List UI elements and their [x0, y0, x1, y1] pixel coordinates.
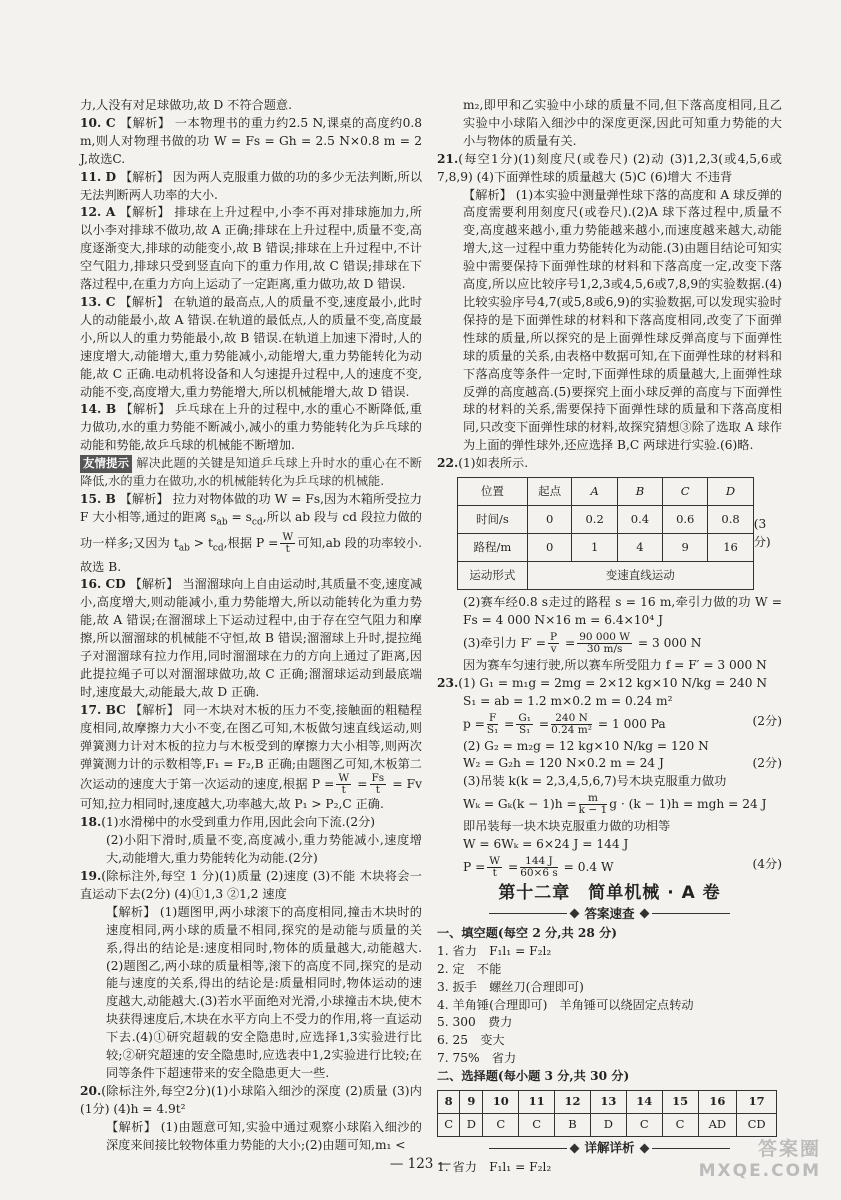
table-cell: 13 [590, 1091, 626, 1114]
fraction [579, 793, 608, 816]
item-text: g · (k − 1)h = mgh = 24 J [609, 797, 767, 812]
table-cell: D [708, 478, 753, 506]
item-text: = 0.4 W [559, 860, 614, 875]
fraction-numerator: W [489, 855, 501, 868]
table-cell: B [617, 478, 662, 506]
fill-answer: 3. 扳手 螺丝刀(合理即可) [437, 979, 584, 994]
fraction [487, 856, 502, 879]
table-cell: 0.6 [663, 506, 708, 534]
table-cell: C [662, 1114, 698, 1137]
item-text: = 1 000 Pa [593, 716, 666, 731]
fraction [548, 632, 559, 655]
formula-body [463, 713, 666, 736]
page-number: — 123 — [389, 1156, 452, 1172]
table-cell: 17 [737, 1091, 777, 1114]
table-cell: 14 [626, 1091, 662, 1114]
table-cell: C [483, 1114, 519, 1137]
item-text: (1)如表所示. [458, 456, 529, 471]
item-text: (除标注外,每空 1 分)(1)质量 (2)速度 (3)不能 木块将会一直运动下去(2分) (4)①1,3 ②1,2 速度 [80, 869, 422, 901]
table-cell: 0.4 [617, 506, 662, 534]
item-text: = [500, 716, 515, 731]
answer-item [80, 702, 422, 815]
fraction-numerator: W [338, 772, 350, 785]
table-cell: 10 [483, 1091, 519, 1114]
table-cell: C [626, 1114, 662, 1137]
item-number: 16. CD [80, 577, 126, 592]
item-number: 14. B [80, 402, 117, 417]
item-text: m₂,即甲和乙实验中小球的质量不同,但下落高度相同,且乙实验中小球陷入细沙中的深度更深,因此可知重力势能的大小与物体的质量有关. [463, 98, 782, 148]
fraction [516, 713, 533, 736]
table-wrap [437, 473, 782, 594]
table-cell: 0.2 [572, 506, 617, 534]
table-cell: 路程/m [458, 534, 528, 562]
item-text: (3)吊装 k(k = 2,3,4,5,6,7)号木块克服重力做功 [463, 774, 727, 789]
fraction-numerator: 144 J [520, 856, 558, 868]
fill-answer: 5. 300 费力 [437, 1015, 513, 1030]
fraction-denominator: t [375, 784, 380, 797]
item-text: ,根据 P = [223, 536, 279, 551]
table-cell: 时间/s [458, 506, 528, 534]
item-text: 【解析】 因为两人克服重力做的功的多少无法判断,所以无法判断两人功率的大小. [80, 169, 423, 202]
item-text: 【解析】 拉力对物体做的功 W = Fs,因为木箱所受拉力 F 大小相等,通过的距离 s [80, 491, 423, 524]
answer-item [80, 115, 422, 169]
answer-table [437, 1090, 777, 1137]
table-cell: 8 [438, 1091, 460, 1114]
item-number: 17. BC [80, 702, 126, 717]
right-column [437, 97, 782, 1177]
item-text: W₂ = G₂h = 120 N×0.2 m = 24 J [463, 756, 664, 771]
table-cell: 9 [460, 1091, 483, 1114]
table-cell: D [590, 1114, 626, 1137]
item-text: > t [189, 536, 213, 551]
answer-item [80, 204, 422, 294]
item-text: 【解析】 排球在上升过程中,小李不再对排球施加力,所以小李对排球不做功,故 A 正确;排球在上升过程中,质量不变,高度逐渐变大,排球的动能变小,故 B 错误;排球在上升过程中,不计空气阻力,排球只受到竖直向下的重力作用,故 C 错误;排球在下落过程中,在重力方向上运动了一定距离,重力做功,故 D 错误. [80, 205, 423, 292]
chapter-title: 第十二章 简单机械 · A 卷 [498, 883, 721, 904]
diamond-icon [639, 909, 649, 919]
detail-banner-text: 详解详析 [584, 1140, 635, 1156]
item-text: 力,人没有对足球做功,故 D 不符合题意. [80, 98, 292, 112]
fraction-numerator: m [579, 793, 608, 805]
formula-body [463, 856, 614, 879]
item-text: = [561, 635, 576, 650]
table-cell: 4 [617, 534, 662, 562]
left-column [80, 97, 422, 1155]
item-number: 10. C [80, 115, 116, 130]
item-number: 20. [80, 1083, 102, 1098]
fill-answer: 6. 25 变大 [437, 1033, 505, 1048]
item-text: 【解析】 当溜溜球向上自由运动时,其质量不变,速度减小,高度增大,则动能减小,重力势能增大,所以动能转化为重力势能,故 A 错误;在溜溜球上下运动过程中,由于存在空气阻力和摩擦,所以溜溜球的机械能不守恒,故 B 错误;溜溜球上升时,提拉绳子对溜溜球有拉力作用,同时溜溜球在力的方向上通过了距离,因此提拉绳子可以对溜溜球做功,故 C 正确;溜溜球运动到最底端时,速度最大,动能最大,故 D 正确. [80, 577, 423, 699]
item-number: 15. B [80, 491, 116, 506]
table-cell: 位置 [458, 478, 528, 506]
item-text: 【解析】 一本物理书的重力约2.5 N,课桌的高度约0.8 m,则人对物理书做的功 W = Fs = Gh = 2.5 N×0.8 m = 2 J,故选C. [80, 115, 422, 166]
table-cell: 1 [572, 534, 617, 562]
points-label: (2分) [752, 756, 782, 771]
table-cell: 0 [527, 534, 572, 562]
fill-answer: 1. 省力 F₁l₁ = F₂l₂ [437, 943, 552, 958]
answer-item [80, 576, 422, 701]
table-cell: 起点 [527, 478, 572, 506]
table-row [458, 534, 754, 562]
watermark-url: MXQE.COM [698, 1161, 821, 1181]
answer-item [80, 868, 422, 904]
subscript: ab [178, 543, 190, 554]
fill-answer: 二、选择题(每小题 3 分,共 30 分) [437, 1069, 630, 1084]
item-text: = [504, 860, 519, 875]
item-text: p = [463, 716, 485, 731]
item-text: 【解析】 同一木块对木板的压力不变,接触面的粗糙程度相同,故摩擦力大小不变,在图乙可知,木板做匀速直线运动,则弹簧测力计对木板的拉力与木板受到的摩擦力大小相等,则两次弹簧测力计的示数相等,F₁ = F₂,B 正确;由题图乙可知,木板第二次运动的速度大于第一次运动的速度,根据 P = [80, 702, 422, 792]
item-number: 23. [437, 675, 459, 690]
fraction [520, 856, 558, 879]
fraction-denominator: 0.24 m² [551, 723, 592, 736]
item-text: W = 6Wₖ = 6×24 J = 144 J [463, 837, 629, 852]
fraction-numerator: P [550, 630, 558, 643]
diamond-icon [570, 909, 580, 919]
fraction-denominator: 60×6 s [520, 867, 558, 880]
diamond-icon [570, 1143, 580, 1153]
table-cell: 16 [708, 534, 753, 562]
points-label: (3分) [753, 516, 771, 549]
fraction [370, 773, 387, 796]
table-row [438, 1091, 777, 1114]
answer-item [80, 294, 422, 401]
table-cell: D [460, 1114, 483, 1137]
subscript: cd [212, 543, 224, 554]
item-text: 即吊装每一块木块克服重力做的功相等 [463, 819, 671, 834]
fraction-numerator: F [487, 713, 498, 725]
fraction [577, 632, 632, 655]
detail-first-item: 1. 省力 F₁l₁ = F₂l₂ [437, 1159, 552, 1174]
table-cell: 16 [698, 1091, 737, 1114]
table-cell: 0 [527, 506, 572, 534]
item-text: = [353, 777, 368, 792]
fraction-denominator: t [285, 543, 290, 556]
table-cell: B [555, 1114, 591, 1137]
item-text: = 3 000 N [634, 635, 702, 650]
table-row [458, 506, 754, 534]
table-cell: 15 [662, 1091, 698, 1114]
fraction [487, 713, 498, 736]
answer-item [80, 1083, 422, 1119]
diamond-icon [639, 1143, 649, 1153]
table-cell: C [438, 1114, 460, 1137]
tip-label: 友情提示 [80, 455, 132, 473]
fraction-denominator: S₁ [518, 723, 531, 736]
item-text: (3)牵引力 F′ = [463, 635, 547, 650]
item-text: 解决此题的关键是知道乒乓球上升时水的重心在不断降低,水的重力在做功,水的机械能转化为乒乓球的机械能. [80, 456, 422, 489]
table-cell: 11 [519, 1091, 555, 1114]
answer-item [437, 675, 782, 693]
item-text: ,所以 ab 段与 cd 段拉力做的功一样多;又因为 t [80, 509, 422, 551]
item-text: = [535, 716, 550, 731]
table-cell: 变速直线运动 [527, 562, 753, 590]
table-cell: 运动形式 [458, 562, 528, 590]
item-text: 因为赛车匀速行驶,所以赛车所受阻力 f = F′ = 3 000 N [463, 657, 767, 672]
item-number: 11. D [80, 169, 117, 184]
points-label: (4分) [752, 857, 782, 872]
watermark-text: 答案圈 [757, 1138, 821, 1160]
item-text: (除标注外,每空2分)(1)小球陷入细沙的深度 (2)质量 (3)内(1分) (4)h = 4.9t² [80, 1083, 422, 1116]
item-text: P = [463, 860, 486, 875]
item-text: 可知,ab 段的功率较小.故选 B. [80, 536, 422, 574]
formula-line [437, 856, 782, 879]
table-cell: A [572, 478, 617, 506]
item-number: 22. [437, 456, 459, 471]
fraction-numerator: Fs [371, 772, 385, 785]
answer-item [437, 151, 782, 187]
formula-line [437, 755, 782, 773]
answer-item [80, 169, 422, 205]
item-number: 12. A [80, 205, 116, 220]
table-row [458, 478, 754, 506]
item-text: (2)小阳下滑时,质量不变,高度减小,重力势能减小,速度增大,动能增大,重力势能转化为动能.(2分) [106, 833, 422, 866]
item-number: 13. C [80, 294, 116, 309]
item-analysis: 【解析】 (1)本实验中测量弹性球下落的高度和 A 球反弹的高度需要利用刻度尺(或卷尺).(2)A 球下落过程中,质量不变,高度越来越小,重力势能越来越小,而速度越来越大,动能增大,这一过程中重力势能转化为动能.(3)由题目结论可知实验中需要保持下面弹性球的材料和下落高度一定,改变下落高度,所以应比较序号1,2,3或4,5,6或7,8,9的实验数据.(4)比较实验序号4,7(或5,8或6,9)的实验数据,可以发现实验时保持的是下面弹性球的材料和下落高度相同,改变了下面弹性球的质量,所以探究的是上面弹性球反弹高度与下面弹性球的质量的关系,由表格中数据可知,在下面弹性球的材料和下落高度等条件一定时,下面弹性球的质量越大,上面弹性球反弹的高度越高.(5)要探究上面小球反弹的高度与下面弹性球的材料的关系,需要保持下面弹性球的质量和下落高度相同,只改变下面弹性球的材料,故探究猜想③除了选取 A 球作为上面的弹性球外,还应选择 B,C 两球进行实验.(6)略. [463, 187, 782, 453]
table-cell: C [663, 478, 708, 506]
fraction-denominator: k − 1 [578, 804, 608, 817]
rule-line [489, 913, 567, 914]
watermark-logo [699, 1138, 821, 1182]
item-text: 【解析】 在轨道的最高点,人的质量不变,速度最小,此时人的动能最小,故 A 错误.在轨道的最低点,人的质量不变,高度最小,所以人的重力势能最小,故 B 错误.在轨道上加速下滑时,人的速度增大,动能增大,重力势能减小,动能增大,重力势能转化为动能,故 C 正确.电动机将设备和人匀速提升过程中,人的速度不变,动能不变,高度增大,重力势能增大,所以机械能增大,故 D 错误. [80, 294, 423, 399]
fill-answer: 一、填空题(每空 2 分,共 28 分) [437, 925, 618, 940]
item-text: (每空1分)(1)刻度尺(或卷尺) (2)动 (3)1,2,3(或4,5,6或7,8,9) (4)下面弹性球的质量越大 (5)C (6)增大 不违背 [437, 151, 782, 184]
rule-line [652, 913, 730, 914]
item-number: 21. [437, 151, 459, 166]
table-cell: C [519, 1114, 555, 1137]
table-cell: 0.8 [708, 506, 753, 534]
answer-item [80, 491, 422, 577]
fill-answer: 2. 定 不能 [437, 961, 502, 976]
fraction [280, 532, 295, 555]
table-row [438, 1114, 777, 1137]
table-row [458, 562, 754, 590]
item-analysis: 【解析】 (1)题图甲,两小球滚下的高度相同,撞击木块时的速度相同,两小球的质量不相同,探究的是动能与质量的关系,得出的结论是:速度相同时,物体的质量越大,动能越大.(2)题图乙,两小球的质量相等,滚下的高度不同,探究的是动能与速度的关系,得出的结论是:质量相同时,物体运动的速度越大,动能越大.(3)若水平面绝对光滑,小球撞击木块,使木块获得速度后,木块在水平方向上不受力的作用,将一直运动下去.(4)①研究超载的安全隐患时,应选择1,3实验进行比较;②研究超速的安全隐患时,应选表中1,2实验进行比较;在同等条件下超速带来的安全隐患更大一些. [106, 904, 422, 1080]
fraction-denominator: t [341, 784, 346, 797]
fraction-numerator: 240 N [551, 713, 592, 725]
fill-answer: 4. 羊角锤(合理即可) 羊角锤可以绕固定点转动 [437, 997, 694, 1012]
subscript: ab [216, 517, 228, 528]
item-text: = s [227, 509, 252, 524]
fraction-numerator: G₁ [518, 711, 531, 724]
item-text: (1) G₁ = m₁g = 2mg = 2×12 kg×10 N/kg = 240 N [458, 675, 768, 690]
table-cell: CD [737, 1114, 777, 1137]
item-text: (2) G₂ = m₂g = 12 kg×10 N/kg = 120 N [463, 738, 709, 753]
fraction [551, 713, 592, 736]
formula-line [437, 632, 782, 655]
subscript: cd [251, 517, 263, 528]
position-table [457, 477, 754, 590]
item-text: 【解析】 乒乓球在上升的过程中,水的重心不断降低,重力做功,水的重力势能不断减小,减小的重力势能转化为乒乓球的动能和势能,故乒乓球的机械能不断增加. [80, 402, 423, 453]
table-cell: 9 [663, 534, 708, 562]
item-text: (2)赛车经0.8 s走过的路程 s = 16 m,牵引力做的功 W = Fs = 4 000 N×16 m = 6.4×10⁴ J [463, 595, 782, 627]
fraction-denominator: S₁ [486, 723, 499, 736]
fraction-numerator: 90 000 W [579, 630, 631, 643]
answer-item [80, 814, 422, 832]
item-text: Wₖ = Gₖ(k − 1)h = [463, 797, 577, 812]
points-label: (2分) [752, 713, 782, 728]
table-cell: AD [698, 1114, 737, 1137]
fraction-denominator: v [550, 642, 557, 655]
item-text: S₁ = ab = 1.2 m×0.2 m = 0.24 m² [463, 693, 673, 708]
answer-item [80, 455, 422, 491]
formula-line [437, 793, 782, 816]
answer-item [80, 97, 422, 115]
fraction [336, 773, 351, 796]
item-number: 18. [80, 815, 102, 830]
answer-item [80, 401, 422, 455]
rule-line [489, 1148, 567, 1149]
fraction-numerator: W [282, 531, 294, 544]
item-number: 19. [80, 869, 102, 884]
quick-answer-banner [437, 905, 782, 923]
fraction-denominator: 30 m/s [586, 642, 623, 655]
answer-item [437, 455, 782, 473]
item-text: (1)水滑梯中的水受到重力作用,因此会向下流.(2分) [101, 815, 376, 830]
quick-answer-banner-text: 答案速查 [584, 906, 635, 921]
item-text: = Fv 可知,拉力相同时,速度越大,功率越大,故 P₁ > P₂,C 正确. [80, 777, 422, 812]
table-cell: 12 [555, 1091, 591, 1114]
fill-answer: 7. 75% 省力 [437, 1051, 517, 1066]
item-analysis: 【解析】 (1)由题意可知,实验中通过观察小球陷入细沙的深度来间接比较物体重力势能的大小;(2)由题可知,m₁ < [106, 1119, 422, 1152]
formula-line [437, 713, 782, 736]
fraction-denominator: t [492, 867, 497, 880]
